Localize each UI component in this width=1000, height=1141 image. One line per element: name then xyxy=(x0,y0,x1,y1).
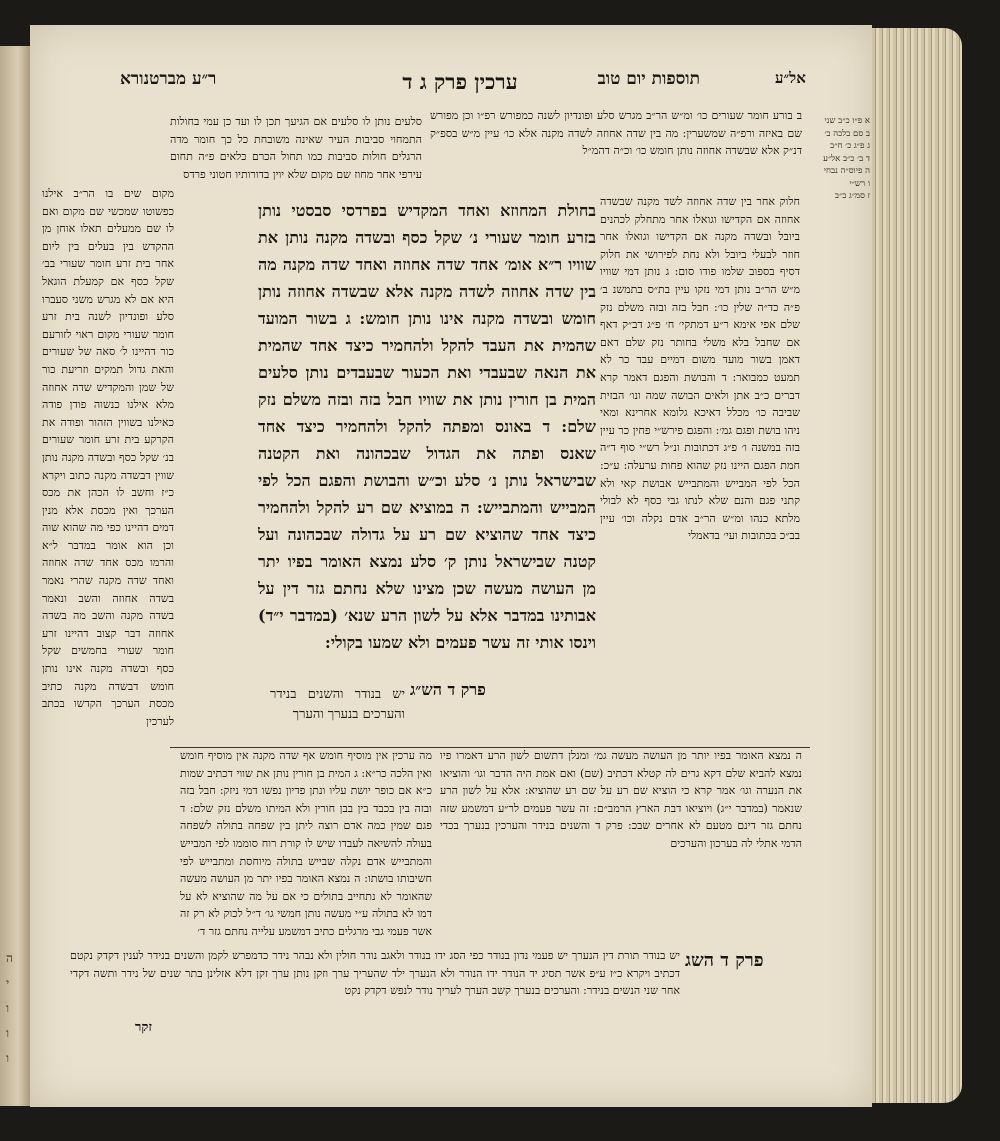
sliver-char: ו xyxy=(6,1051,10,1065)
bartenura-bottom-left-text: מה ערכין אין מוסיף חומש אף שדה מקנה אין מוסיף חומש ואין הלכה כר״א: ג המית בן חורין נותן את שווי דכתיב שמות כ״א אם כופר יושת עליו ונתן פדיון נפשו דמי ניזק: חבל בזה ובזה בין בכבד בין בבן חורין ולא המיתו משלם נזק שלם: ד פגם שמין כמה אדם רוצה ליתן בין שפחה בתולה לשפחה בעולה להשיאה לעבדו שיש לו קורת רוח סוממו לפי המבייש והמתבייש אדם נקלה שבייש בתולה מיוחסת ומתבייש לפי חשיבותו בושתו: ה נמצא האומר בפיו יתר מן העושה מעשה שהאומר לא נתחייב בתולים כי אם על מה שהוציא לא על דמו לא בתולה ע״י מעשה נותן חמשי גו׳ ד״ל לכוק לא רק זה אשר פעמי גבי מרגלים כתיב דמשמע עלייה נחתם גזר ד׳ xyxy=(180,749,432,938)
bartenura-bottom-left-block xyxy=(180,747,432,947)
tosafot-bottom-right-block xyxy=(440,747,802,947)
tosafot-top-block xyxy=(430,107,802,197)
sliver-char: ו xyxy=(6,1026,10,1040)
running-head-left: ר״ע מברטנורא xyxy=(120,69,217,89)
catchword: זקר xyxy=(135,1020,152,1035)
book-page xyxy=(30,25,872,1107)
tosafot-right-text: חלוק אחר בין שדה אחוזה לשד מקנה שבשדה אחוזה אם הקדישו וגואלו אחר מתחלק לכהנים ביובל ובשדה מקנה אם הקדישו וגואלו אחר חוזר לבעלי ביובל ולא נחת לפירושי את חלוק דסיף בספוב שלמו פודו סום: ג נותן דמי שוויו מ״ש הר״ב נותן דמי נזקו עיין בת״ס בתמשנ ב׳ פ״ה כד״ה שלין כו׳: חבל בזה ובזה משלם נזק שלם אפי אימא ר״ע דמתקי׳ ח׳ פ״ג דב״ק דאף אם שחבל בלא משלי בחותר נזק שלם דאם דאמן בשור מועד משום דמיים עבד כר לא תמעט כמבואר: ד והבושת והפגם דאמר קרא דברים כ״ב אתן ולאים הבושה שמה ונו׳ הבזית שביבה כו׳ מכלל דאיכא גלומא אחרינא ומאי ניהו בושת ופגם גמ׳: והפגם פירש״י פחין כר עיין בזה במשנה ו׳ פ״ג דכתובות ונ״ל רש״י סוף ד״ה חמת הפגם היינו נזק שהוא פחות ערעלה: ע״כ: הכל לפי המבייש והמתבייש אבושת קאי ולא קתני פגם והנם שלא לנתו גבי כסף לא לבולי מלתא כנהו ומ״ש הר״ב אדם נקלה וכו׳ עיין בב״כ בכתובות ועי׳ בדאמלי xyxy=(600,195,800,543)
chapter-subheading-block xyxy=(270,685,405,741)
mishnah-block xyxy=(258,197,596,683)
margin-ref: ב סם בלכה ב׳ xyxy=(824,128,870,139)
sliver-char: ו xyxy=(6,1001,10,1015)
margin-ref: ג פ״ג כ׳ ח״ב xyxy=(830,141,870,151)
sliver-char: י xyxy=(6,976,10,990)
tosafot-top-text: ב בורע חומר שעורים כו׳ ומ״ש הר״ב מגרש סלע ופונדיון לשנה כמפורש רפ״ו וכן מפורש שם באיזה ורפ״ה שמשערין: מה בין שדה אחוזה לשדה מקנה אלא כו׳ עיין מ״ש בספ״ק דנ״ק אלא שבשדה אחוזה נותן חומש כו׳ וכ״ה דהמ״ל xyxy=(430,109,802,158)
tosafot-left-top-text: סלעים נותן לו סלעים אם הגיעך תכן לו ועד כן עמי בחולות התמחוי סביבות העיר שאינה משובחת כל כך חומר מדה הרגלים חולות סביבות כמו תחול הכרם כלאים פ״ה תחום עירפי אחר מחוז שם מקום שלא יוין בדורותיו חטוני פרדס xyxy=(170,115,422,181)
bottom-text-block xyxy=(70,947,680,1017)
bottom-chapter-heading: פרק ד השג xyxy=(685,950,764,971)
book-fore-edge xyxy=(872,28,962,1103)
chapter-subheading-text: יש בנודר והשנים בנידר והערכים בנערך והערך xyxy=(270,687,405,722)
signature-mark: אל״ע xyxy=(775,69,806,87)
running-head-right: תוספות יום טוב xyxy=(597,69,700,89)
margin-ref: ד ב׳ כ״ב אל״ע xyxy=(823,153,870,164)
margin-ref: ז סמ״ג ב״ב xyxy=(834,191,870,201)
running-head-center: ערכין פרק ג ד xyxy=(402,69,518,94)
mishnah-text: בחולת המחוזא ואחד המקדיש בפרדסי סבסטי נותן בזרע חומר שעורי נ׳ שקל כסף ובשדה מקנה נותן את שוויו ר״א אומ׳ אחד שדה אחוזה ואחד שדה מקנה מה בין שדה אחוזה לשדה מקנה אלא שבשדה אחוזה נותן חומש ובשדה מקנה אינו נותן חומש: ג בשור המועד שהמית את העבד להקל ולהחמיר כיצד אחד שהמית את הנאה שבעבדי ואת הכעור שבעבדים נותן סלעים המית בן חורין נותן את שוויו חבל בזה ובזה משלם נזק שלם: ד באונס ומפתה להקל ולהחמיר כיצד אחד שאנס ופתה את הגדול שבכהונה ואת הקטנה שבישראל נותן נ׳ סלע וכ״ש והבושת והפגם הכל לפי המבייש והמתבייש: ה במוציא שם רע להקל ולהחמיר כיצד אחד שהוציא שם רע על גדולה שבכהונה ועל קטנה שבישראל נותן ק׳ סלע נמצא האומר בפיו יתר מן העושה מעשה שכן מצינו שלא נחתם גזר דין על אבותינו במדבר אלא על לשון הרע שנא׳ (במדבר י״ד) וינסו אותי זה עשר פעמים ולא שמעו בקולי: xyxy=(258,201,596,652)
tosafot-right-column xyxy=(600,193,800,743)
chapter-heading: פרק ד הש״ג xyxy=(410,680,486,699)
margin-ref: ה פיוס״ה נבחי xyxy=(823,166,870,176)
bartenura-column xyxy=(42,185,174,945)
margin-ref: ו רש״י xyxy=(849,178,870,189)
sliver-char: ה xyxy=(6,951,13,965)
tosafot-bottom-right-text: ה נמצא האומר בפיו יותר מן העושה מעשה גמ׳ ומנלן דתשום לשון הרע דאמרו פיו נמצא להביא שלם דקא גרים לה קטלא דכתיב (שם) ואם אמת היה הדבר וגו׳ והוציאו את הנערה וגו׳ אמר קרא כי הוציא שם רע על שם רע שהוציא: אלא על לשון הרע שנאמר (במדבר י״ג) ויוציאו דבת הארץ הרמב״ם: זה עשר פעמים לר״ע דמשמע שזה נחתם גזר דינם מטעם לא אחרים שבכ: פרק ד והשנים בנידר והערכין בנערך בכדי הדמי אתלי לה בערכון והערכים xyxy=(440,749,802,850)
margin-references xyxy=(810,115,870,203)
tosafot-left-top-block xyxy=(170,113,422,203)
previous-page-sliver xyxy=(0,46,30,1106)
margin-ref: א פ״ו כ״ב שני xyxy=(824,116,870,126)
bartenura-text: מקום שים בו הר״ב אילנו כפשוטו שמכשי שם מקום ואם לו שם ממעלים תאלו אוחן מן ההקדש בין בעלים בין ליום אחר בית זרע חומר שעורי בב׳ שקל כסף אם קמעלת הוגאל היא אם לא מגרש משני סעברו סלע ופונדיון לשנה בית זרע חומר שעורי מקום ראוי לזורעם כור דהיינו ל׳ סאה של שעורים והאת גדול תמקים וזריעת כור של שמן והמקדיש שדה אחוזה מלא אילנו כנשוה פודן פודה כאילנו בשווין הזהור ופודה את הקרקע בית זרע חומר שעורים בנ׳ שקל כסף ובשדה מקנה נותן שווין דבשדה מקנה כתוב ויקרא כ״ז וחשב לו הכהן את מכס הערכך ואין מכסת אלא מנין דמים דהיינו כפי מה שהוא שוה וכן הוא אומר במדבר ל״א והרמו מכס אחד שדה אחוזה ואחד שדה מקנה שהרי נאמר בשדה אחוזה והשב ונאמר בשדה מקנה והשב מה בשדה אחוזה דבר קצוב דהיינו זרע חומר שעורי בחמשים שקל כסף ובשדה מקנה אינו נותן חומש דבשדה מקנה כתיב מכסת הערכך הקדשו בכתב לערכין xyxy=(42,187,174,728)
bottom-text: יש בנודר תורת דין הנערך יש פעמי נדון בנודר כפי הסג ידו בנודר ולאגב נודר חולין ולא נבהר נידר כדמפרש לקמן והשנים בנידר לענין דקדק נקטם דכתיב ויקרא כ״ז ע״פ אשר תסיג יד הנודר ידו הנודר ולא הנערך ילד שהעריך ערך וזקן נותן ערך זקן דלא אזלינן בתר שנים של נידר ותשה דקדי אחר שני הנשים בנידר: והערכים בנערך קשב הערך לעריך נודר לנפש דקדק נקט xyxy=(70,949,680,998)
